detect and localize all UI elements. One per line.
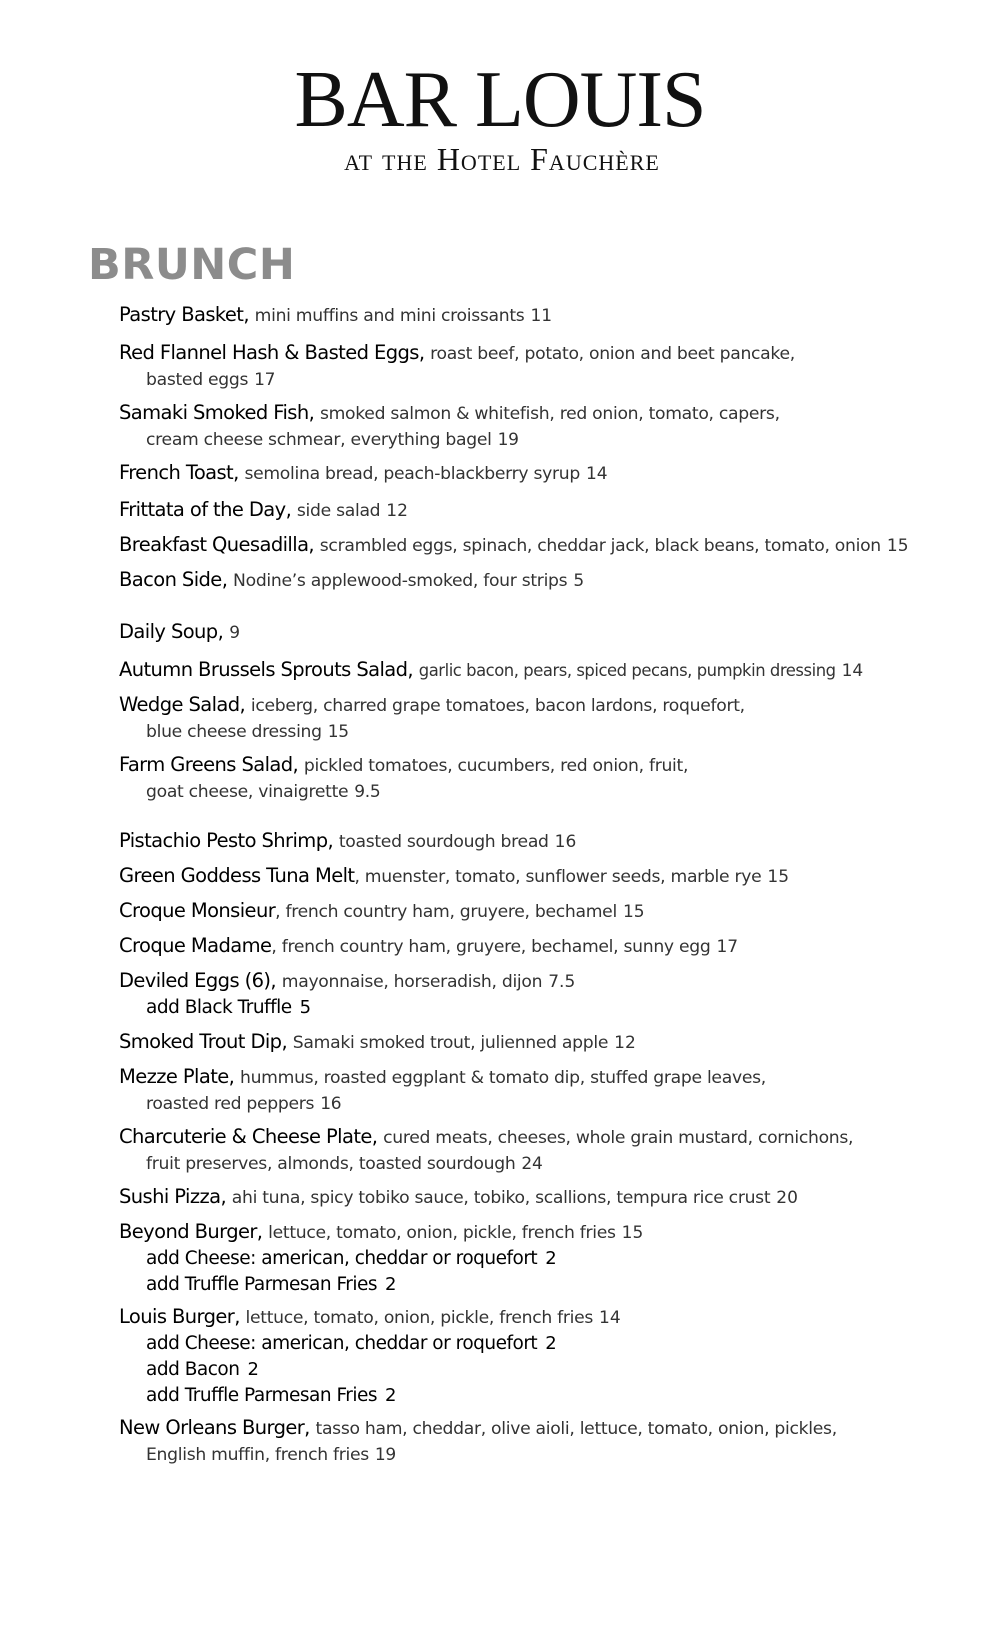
item-description: toasted sourdough bread — [338, 832, 549, 852]
item-name: Beyond Burger, — [119, 1220, 263, 1243]
section-title: BRUNCH — [88, 240, 296, 290]
menu-item — [119, 968, 979, 1021]
item-name: Smoked Trout Dip, — [119, 1030, 288, 1053]
item-name: Daily Soup, — [119, 620, 224, 643]
item-price: 9 — [229, 623, 241, 643]
item-description-line: blue cheese dressing — [146, 722, 322, 742]
item-description: scrambled eggs, spinach, cheddar jack, black beans, tomato, onion — [319, 536, 881, 556]
restaurant-name: BAR LOUIS — [294, 56, 706, 144]
item-description: , french country ham, gruyere, bechamel — [275, 902, 617, 922]
item-name: Sushi Pizza, — [119, 1185, 227, 1208]
addon-label: add Truffle Parmesan Fries — [146, 1274, 378, 1295]
item-name: Mezze Plate, — [119, 1065, 235, 1088]
addon-price: 2 — [385, 1274, 396, 1295]
item-description-continued — [119, 1091, 979, 1117]
item-price: 15 — [622, 902, 645, 922]
item-name: Deviled Eggs (6), — [119, 969, 277, 992]
item-price: 5 — [573, 571, 585, 591]
item-description: hummus, roasted eggplant & tomato dip, stuffed grape leaves, — [240, 1068, 766, 1088]
item-name: Samaki Smoked Fish, — [119, 401, 315, 424]
menu-item — [119, 497, 979, 524]
item-description-continued — [119, 779, 979, 805]
item-description: roast beef, potato, onion and beet pancake, — [430, 344, 795, 364]
addon-price: 2 — [385, 1385, 396, 1406]
item-price: 15 — [886, 536, 909, 556]
item-name: Breakfast Quesadilla, — [119, 533, 315, 556]
restaurant-header — [0, 58, 1000, 178]
menu-item — [119, 898, 979, 925]
menu-item — [119, 1415, 979, 1468]
item-description: pickled tomatoes, cucumbers, red onion, fruit, — [303, 756, 689, 776]
item-price: 11 — [530, 306, 553, 326]
menu-item — [119, 1029, 979, 1056]
item-name: Croque Monsieur — [119, 899, 276, 922]
item-price: 17 — [254, 370, 276, 390]
item-description: mini muffins and mini croissants — [254, 306, 525, 326]
item-name: Red Flannel Hash & Basted Eggs, — [119, 341, 425, 364]
addon-price: 2 — [545, 1248, 557, 1269]
item-description: semolina bread, peach-blackberry syrup — [244, 464, 580, 484]
menu-item — [119, 1064, 979, 1117]
item-name: New Orleans Burger, — [119, 1416, 310, 1439]
menu-item — [119, 1184, 979, 1211]
addon-label: add Bacon — [146, 1359, 240, 1380]
item-description: smoked salmon & whitefish, red onion, tomato, capers, — [319, 404, 780, 424]
item-price: 16 — [554, 832, 577, 852]
menu-item — [119, 567, 979, 594]
addon-price: 2 — [545, 1333, 557, 1354]
menu-item — [119, 863, 979, 890]
menu-item — [119, 340, 979, 393]
menu-item — [119, 532, 979, 559]
item-description: ahi tuna, spicy tobiko sauce, tobiko, scallions, tempura rice crust — [231, 1188, 771, 1208]
menu-item — [119, 1219, 979, 1298]
item-description: cured meats, cheeses, whole grain mustard, cornichons, — [383, 1128, 854, 1148]
item-price: 12 — [614, 1033, 636, 1053]
menu-item — [119, 933, 979, 960]
menu-item — [119, 692, 979, 745]
item-name: Green Goddess Tuna Melt — [119, 864, 355, 887]
item-addon — [119, 1357, 979, 1383]
item-description-continued — [119, 427, 979, 453]
item-description-line: basted eggs — [146, 370, 249, 390]
item-name: Louis Burger, — [119, 1305, 240, 1328]
item-price: 14 — [841, 661, 864, 681]
item-description-line: cream cheese schmear, everything bagel — [146, 430, 492, 450]
item-description-continued — [119, 1151, 979, 1177]
item-description: mayonnaise, horseradish, dijon — [281, 972, 543, 992]
menu-item — [119, 752, 979, 805]
item-description-line: fruit preserves, almonds, toasted sourdough — [146, 1154, 516, 1174]
addon-label: add Cheese: american, cheddar or roquefort — [146, 1333, 538, 1354]
item-description-line: roasted red peppers — [146, 1094, 315, 1114]
item-description: , muenster, tomato, sunflower seeds, marble rye — [354, 867, 762, 887]
item-description-line: goat cheese, vinaigrette — [146, 782, 349, 802]
addon-price: 2 — [247, 1359, 259, 1380]
menu-item — [119, 828, 979, 855]
item-description-line: English muffin, french fries — [146, 1445, 369, 1465]
item-description-continued — [119, 719, 979, 745]
item-name: Pastry Basket, — [119, 303, 249, 326]
item-name: Wedge Salad, — [119, 693, 246, 716]
restaurant-subtitle: at the Hotel Fauchère — [344, 141, 660, 177]
item-price: 16 — [320, 1094, 342, 1114]
item-name: French Toast, — [119, 461, 239, 484]
menu-item — [119, 400, 979, 453]
item-price: 24 — [521, 1154, 543, 1174]
item-price: 15 — [767, 867, 790, 887]
item-price: 15 — [327, 722, 349, 742]
menu-item — [119, 1304, 979, 1409]
menu-item — [119, 1124, 979, 1177]
item-description: lettuce, tomato, onion, pickle, french fries — [245, 1308, 594, 1328]
item-name: Autumn Brussels Sprouts Salad, — [119, 658, 414, 681]
item-price: 12 — [386, 501, 408, 521]
item-description: garlic bacon, pears, spiced pecans, pumpkin dressing — [418, 661, 836, 680]
item-price: 19 — [497, 430, 519, 450]
item-addon — [119, 1246, 979, 1272]
menu-item — [119, 302, 979, 329]
item-description: iceberg, charred grape tomatoes, bacon lardons, roquefort, — [250, 696, 745, 716]
item-description: Nodine’s applewood-smoked, four strips — [233, 571, 568, 591]
item-price: 20 — [776, 1188, 798, 1208]
item-description: tasso ham, cheddar, olive aioli, lettuce, tomato, onion, pickles, — [315, 1419, 837, 1439]
item-price: 14 — [599, 1308, 621, 1328]
addon-label: add Black Truffle — [146, 997, 292, 1018]
item-description: Samaki smoked trout, julienned apple — [292, 1033, 609, 1053]
item-description: , french country ham, gruyere, bechamel, sunny egg — [271, 937, 711, 957]
menu-item — [119, 619, 979, 646]
item-name: Pistachio Pesto Shrimp, — [119, 829, 334, 852]
item-description: side salad — [296, 501, 381, 521]
addon-label: add Cheese: american, cheddar or roquefort — [146, 1248, 538, 1269]
menu-item — [119, 460, 979, 487]
menu-item — [119, 657, 979, 684]
item-name: Frittata of the Day, — [119, 498, 292, 521]
item-price: 7.5 — [548, 972, 576, 992]
item-description: lettuce, tomato, onion, pickle, french fries — [268, 1223, 616, 1243]
item-name: Charcuterie & Cheese Plate, — [119, 1125, 378, 1148]
item-price: 17 — [716, 937, 739, 957]
item-name: Bacon Side, — [119, 568, 228, 591]
item-price: 14 — [585, 464, 608, 484]
item-description-continued — [119, 1442, 979, 1468]
item-description-continued — [119, 367, 979, 393]
item-addon — [119, 995, 979, 1021]
item-price: 15 — [621, 1223, 644, 1243]
addon-price: 5 — [299, 997, 311, 1018]
item-name: Farm Greens Salad, — [119, 753, 299, 776]
item-addon — [119, 1331, 979, 1357]
item-name: Croque Madame — [119, 934, 272, 957]
item-addon — [119, 1383, 979, 1409]
addon-label: add Truffle Parmesan Fries — [146, 1385, 378, 1406]
item-price: 19 — [374, 1445, 396, 1465]
item-addon — [119, 1272, 979, 1298]
item-price: 9.5 — [354, 782, 381, 802]
